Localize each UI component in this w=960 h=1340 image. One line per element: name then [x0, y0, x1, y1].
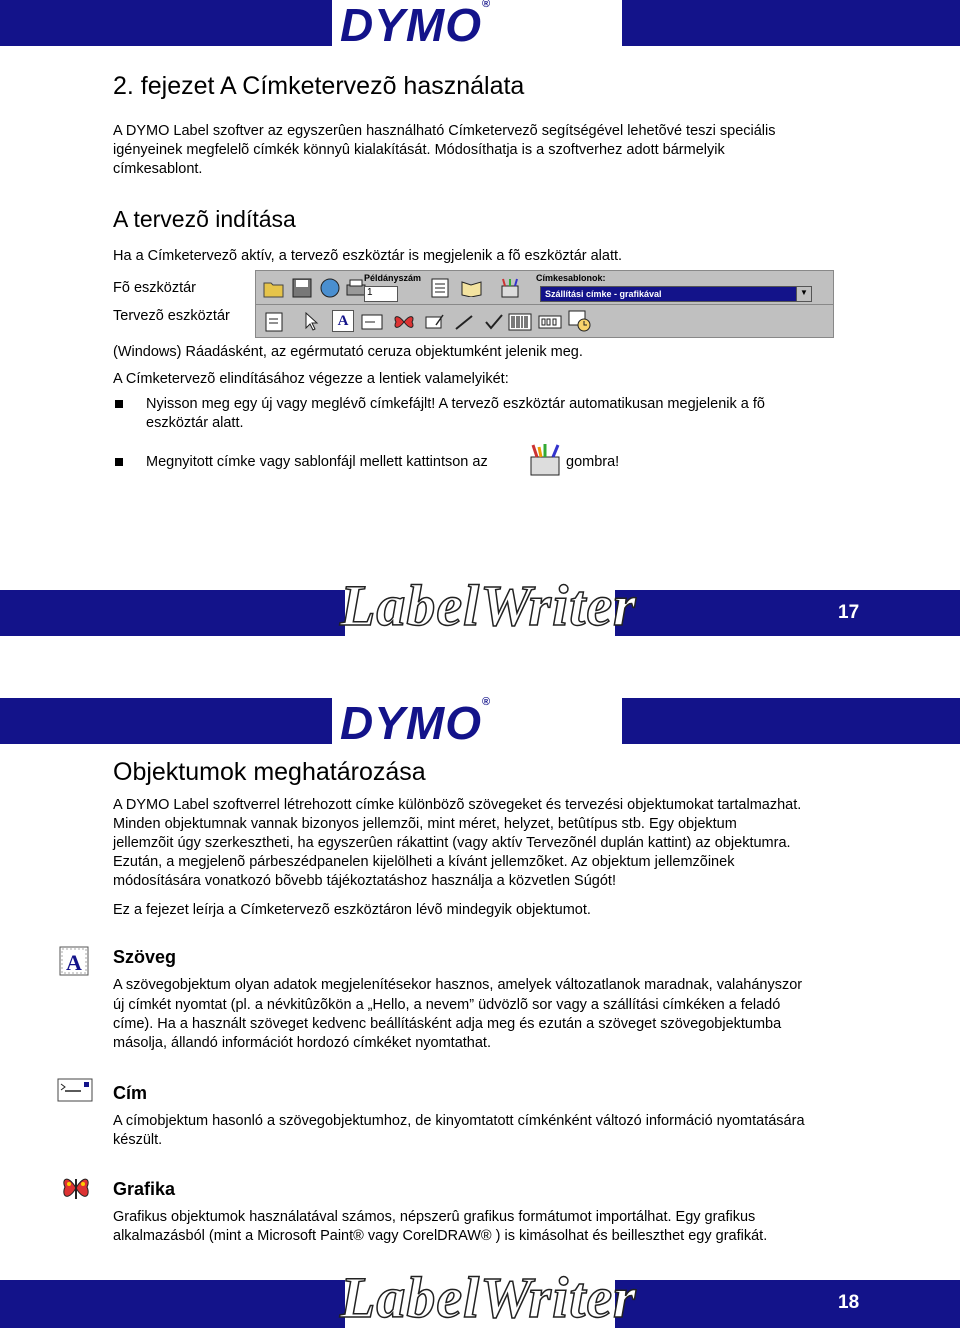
main-toolbar [255, 270, 834, 306]
labelwriter-logo: LabelWriter [340, 1265, 637, 1330]
start-intro: A Címketervezõ elindításához végezze a lentiek valamelyikét: [113, 371, 509, 387]
graphic-object-icon [60, 1174, 92, 1207]
designer-toggle-icon[interactable] [498, 276, 522, 300]
graphic-object-title: Grafika [113, 1179, 176, 1199]
section-heading: A tervezõ indítása [113, 206, 296, 232]
graphic-object-line-1: Grafikus objektumok használatával számos, népszerû grafikus formátumot importálhat. Egy grafikus [113, 1209, 756, 1225]
book-icon[interactable] [460, 276, 484, 300]
text-object-icon[interactable]: A [332, 310, 354, 332]
bullet-2-text: Megnyitott címke vagy sablonfájl mellett kattintson az [146, 454, 488, 470]
designer-toolbar-label: Tervezõ eszköztár [113, 308, 230, 324]
page-number: 18 [838, 1292, 860, 1313]
chapter-heading: 2. fejezet A Címketervezõ használata [113, 72, 525, 100]
graphic-object-icon[interactable] [392, 310, 416, 334]
address-object-title: Cím [113, 1083, 148, 1103]
designer-toolbar [255, 304, 834, 338]
header-bar-right [622, 0, 960, 46]
dymo-logo: DYMO® [340, 696, 492, 749]
header-bar [0, 0, 332, 46]
properties-icon[interactable] [428, 276, 452, 300]
date-time-icon[interactable] [538, 310, 562, 334]
text-object-title: Szöveg [113, 947, 177, 967]
pointer-icon[interactable] [300, 310, 324, 334]
address-object-icon [57, 1078, 93, 1107]
address-object-icon[interactable] [360, 310, 384, 334]
section-text: Ha a Címketervezõ aktív, a tervezõ eszköztár is megjelenik a fõ eszköztár alatt. [113, 248, 623, 264]
header-bar [0, 698, 332, 744]
labelwriter-logo: LabelWriter [340, 573, 637, 638]
objects-intro-1: A DYMO Label szoftverrel létrehozott címke különbözõ szövegeket és tervezési objektumokat tartalmazhat. [113, 797, 802, 813]
text-object-line-2: új címkét nyomtat (pl. a névkitûzõkön a „Hello, a nevem” üdvözlõ sor vagy a szállítási címkéken a feladó [113, 997, 781, 1013]
designer-toggle-icon[interactable] [527, 443, 563, 482]
objects-intro-3: jellemzõit úgy szerkesztheti, ha egyszerûen rákattint (vagy aktív Tervezõnél duplán kattint) az objektumra. [113, 835, 791, 851]
objects-intro-4: Ezután, a megjelenõ párbeszédpanelen kijelölheti a kívánt jellemzõket. Az objektum jellemzõinek [113, 854, 735, 870]
chevron-down-icon[interactable]: ▼ [796, 287, 811, 301]
counter-icon[interactable] [482, 310, 506, 334]
header-bar-right [622, 698, 960, 744]
new-file-icon[interactable] [262, 310, 286, 334]
open-folder-icon[interactable] [262, 276, 286, 300]
text-object-line-3: címe). Ha a használt szöveget kedvenc beállításként adja meg és ezután a szöveget szövegobjektumba [113, 1016, 782, 1032]
text-object-icon [58, 945, 88, 975]
bullet-1-line-1: Nyisson meg egy új vagy meglévõ címkefájlt! A tervezõ eszköztár automatikusan megjelenik a fõ [146, 396, 765, 412]
windows-note: (Windows) Ráadásként, az egérmutató ceruza objektumként jelenik meg. [113, 344, 583, 360]
address-object-line-2: készült. [113, 1132, 163, 1148]
bullet-2-text-end: gombra! [566, 454, 620, 470]
intro-line-1: A DYMO Label szoftver az egyszerûen használható Címketervezõ segítségével lehetõvé teszi speciális [113, 123, 776, 139]
footer-bar-right [615, 590, 960, 636]
address-object-line-1: A címobjektum hasonló a szövegobjektumhoz, de kinyomtatott címkénként változó információ nyomtatására [113, 1113, 805, 1129]
text-object-line-1: A szövegobjektum olyan adatok megjelenítésekor hasznos, amelyek változatlanok maradnak, valahányszor [113, 977, 803, 993]
line-icon[interactable] [452, 310, 476, 334]
dymo-logo: DYMO® [340, 0, 492, 51]
barcode-icon[interactable] [508, 310, 532, 334]
copies-label: Példányszám [364, 273, 422, 283]
text-object-line-4: másolja, állandó információt hordozó címkéket nyomtathat. [113, 1035, 491, 1051]
clock-icon[interactable] [568, 309, 592, 333]
bullet-1-line-2: eszköztár alatt. [146, 415, 244, 431]
templates-label: Címkesablonok: [536, 273, 606, 283]
intro-line-3: címkesablont. [113, 161, 203, 177]
bullet-marker [115, 400, 123, 408]
footer-bar-right [615, 1280, 960, 1328]
rectangle-icon[interactable] [422, 310, 446, 334]
objects-intro-5: módosítására vonatkozó bõvebb tájékoztatáshoz használja a közvetlen Súgót! [113, 873, 616, 889]
main-toolbar-label: Fõ eszköztár [113, 280, 196, 296]
save-icon[interactable] [290, 276, 314, 300]
objects-intro-2: Minden objektumnak vannak bizonyos jellemzõi, mint méret, helyzet, betûtípus stb. Egy objektum [113, 816, 737, 832]
copies-field[interactable]: 1 [364, 286, 398, 302]
templates-dropdown-value: Szállítási címke - grafikával [545, 289, 662, 299]
templates-dropdown[interactable] [540, 286, 812, 302]
graphic-object-line-2: alkalmazásból (mint a Microsoft Paint® vagy CorelDRAW® ) is kimásolhat és beilleszthet egy grafikát. [113, 1228, 768, 1244]
footer-bar [0, 1280, 345, 1328]
web-icon[interactable] [318, 276, 342, 300]
bullet-marker [115, 458, 123, 466]
footer-bar [0, 590, 345, 636]
page-number: 17 [838, 602, 860, 623]
chapter-note: Ez a fejezet leírja a Címketervezõ eszköztáron lévõ mindegyik objektumot. [113, 902, 591, 918]
intro-line-2: igényeinek megfelelõ címkék könnyû kialakítását. Módosíthatja is a szoftverhez adott bármelyik [113, 142, 725, 158]
svg-text:A: A [66, 950, 82, 975]
objects-heading: Objektumok meghatározása [113, 758, 426, 786]
